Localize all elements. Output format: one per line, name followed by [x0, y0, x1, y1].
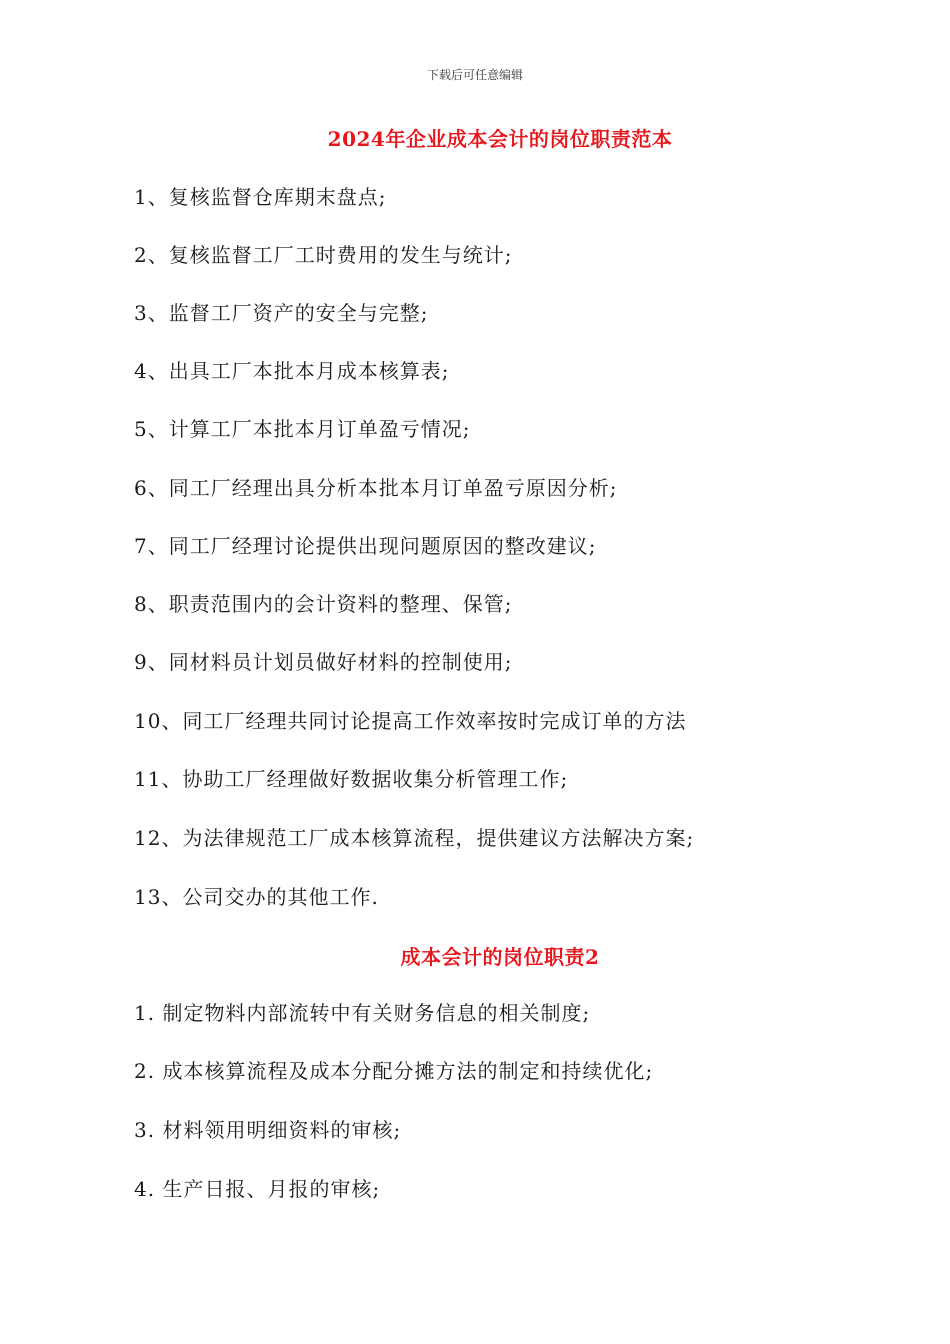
list-item: 13、公司交办的其他工作. [134, 885, 379, 909]
list-item: 3. 材料领用明细资料的审核; [134, 1118, 402, 1142]
list-item: 2、复核监督工厂工时费用的发生与统计; [134, 243, 513, 267]
list-item: 12、为法律规范工厂成本核算流程，提供建议方法解决方案; [134, 826, 695, 850]
list-item: 4、出具工厂本批本月成本核算表; [134, 359, 450, 383]
list-item: 10、同工厂经理共同讨论提高工作效率按时完成订单的方法 [134, 709, 687, 733]
list-item: 1、复核监督仓库期末盘点; [134, 185, 387, 209]
section-title-2: 成本会计的岗位职责2 [400, 945, 600, 969]
list-item: 9、同材料员计划员做好材料的控制使用; [134, 650, 513, 674]
list-item: 6、同工厂经理出具分析本批本月订单盈亏原因分析; [134, 476, 618, 500]
list-item: 2. 成本核算流程及成本分配分摊方法的制定和持续优化; [134, 1059, 654, 1083]
list-item: 3、监督工厂资产的安全与完整; [134, 301, 429, 325]
section-title-1: 2024年企业成本会计的岗位职责范本 [327, 127, 673, 151]
list-item: 8、职责范围内的会计资料的整理、保管; [134, 592, 513, 616]
list-item: 5、计算工厂本批本月订单盈亏情况; [134, 417, 471, 441]
list-item: 7、同工厂经理讨论提供出现问题原因的整改建议; [134, 534, 597, 558]
list-item: 1. 制定物料内部流转中有关财务信息的相关制度; [134, 1001, 591, 1025]
list-item: 11、协助工厂经理做好数据收集分析管理工作; [134, 767, 569, 791]
page-header-note: 下载后可任意编辑 [426, 68, 523, 82]
list-item: 4. 生产日报、月报的审核; [134, 1177, 381, 1201]
